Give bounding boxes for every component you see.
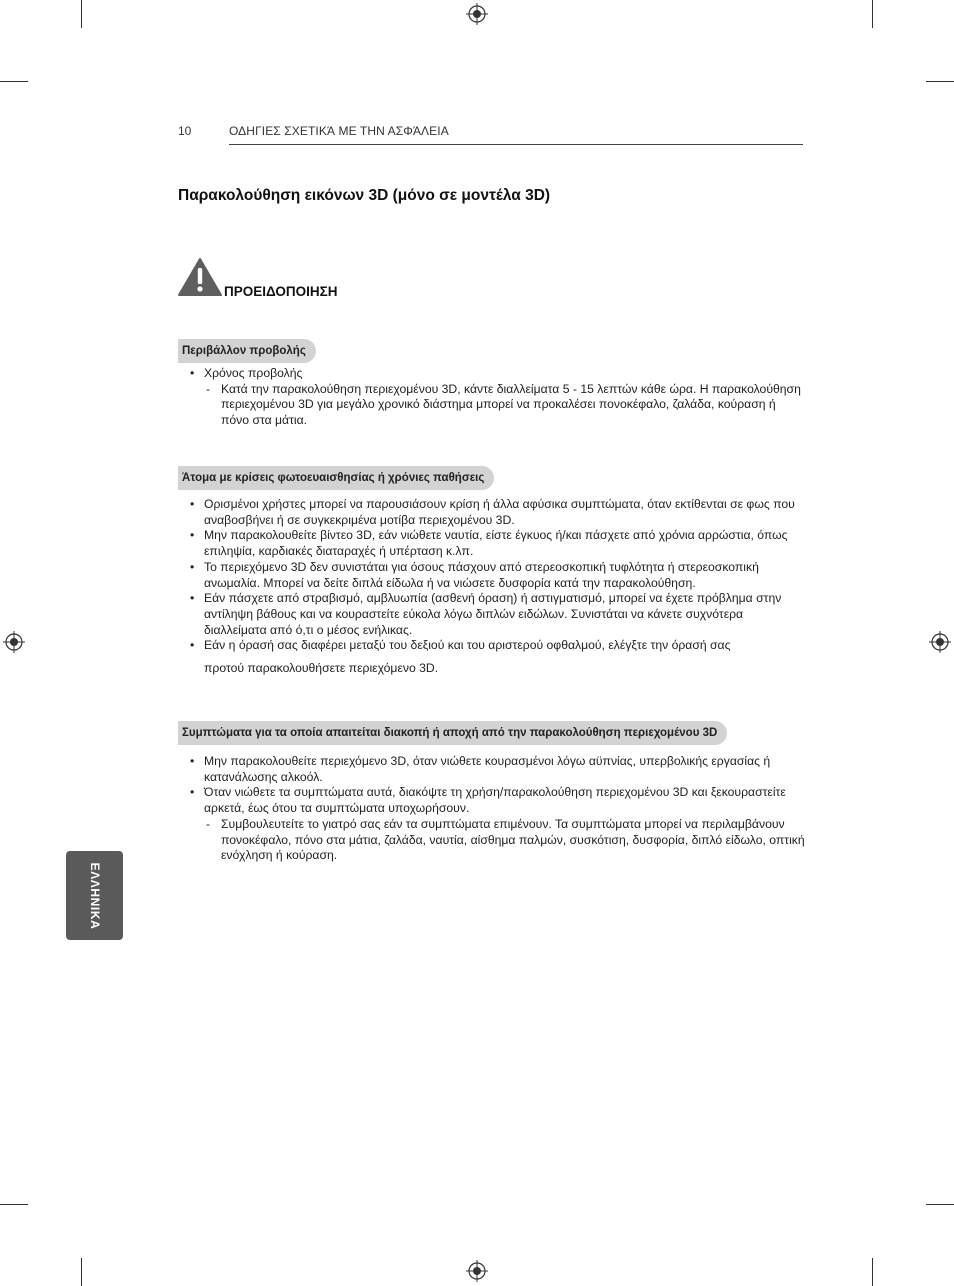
list-item: • Μην παρακολουθείτε βίντεο 3D, εάν νιώθετε ναυτία, είστε έγκυος ή/και πάσχετε από χρόνια αρρώστια, όπως επιληψία, καρδιακές διαταραχές ή υπέρταση κ.λπ. <box>190 528 805 559</box>
list-item: • Ορισμένοι χρήστες μπορεί να παρουσιάσουν κρίση ή άλλα αφύσικα συμπτώματα, όταν εκτίθενται σε φως που αναβοσβήνει ή σε συγκεκριμένα μοτίβα περιεχομένου 3D. <box>190 497 805 528</box>
list-item: • Το περιεχόμενο 3D δεν συνιστάται για όσους πάσχουν από στερεοσκοπική τυφλότητα ή στερεοσκοπική ανωμαλία. Μπορεί να δείτε διπλά είδωλα ή να νιώσετε δυσφορία κατά την παρακολούθηση. <box>190 560 805 591</box>
subsection-heading-viewing-environment: Περιβάλλον προβολής <box>178 339 316 363</box>
crop-mark <box>926 1204 954 1205</box>
bullet-text: Χρόνος προβολής <box>204 366 303 380</box>
sub-list-item: - Κατά την παρακολούθηση περιεχομένου 3D, κάντε διαλλείματα 5 - 15 λεπτών κάθε ώρα. Η παρακολούθηση περιεχομένου 3D για μεγάλο χρονικό διάστημα μπορεί να προκαλέσει πονοκέφαλο, ζαλάδα, κούραση ή πόνο στα μάτια. <box>204 382 805 429</box>
page-header <box>178 124 803 146</box>
language-tab-label: ΕΛΛΗΝΙΚΑ <box>87 862 102 929</box>
registration-mark-icon <box>466 3 488 25</box>
photosensitivity-content <box>190 497 805 677</box>
crop-mark <box>872 0 873 28</box>
subsection-heading-symptoms: Συμπτώματα για τα οποία απαιτείται διακοπή ή αποχή από την παρακολούθηση περιεχομένου 3D <box>178 721 727 745</box>
section-title: Παρακολούθηση εικόνων 3D (μόνο σε μοντέλα 3D) <box>178 187 551 204</box>
header-divider <box>229 144 803 145</box>
crop-mark <box>926 81 954 82</box>
symptoms-content <box>190 754 805 864</box>
list-item: • Μην παρακολουθείτε περιεχόμενο 3D, όταν νιώθετε κουρασμένοι λόγω αϋπνίας, υπερβολικής εργασίας ή κατανάλωσης αλκοόλ. <box>190 754 805 785</box>
warning-triangle-icon <box>178 257 222 297</box>
subsection-heading-photosensitivity: Άτομα με κρίσεις φωτοευαισθησίας ή χρόνιες παθήσεις <box>178 466 494 490</box>
language-tab <box>66 851 123 940</box>
sub-list-item: - Συμβουλευτείτε το γιατρό σας εάν τα συμπτώματα επιμένουν. Τα συμπτώματα μπορεί να περιλαμβάνουν πονοκέφαλο, πόνο στα μάτια, ζαλάδα, ναυτία, αίσθημα παλμών, συσκότιση, δυσφορία, διπλό είδωλο, οπτική ενόχληση ή κούραση. <box>204 817 805 864</box>
crop-mark <box>872 1258 873 1286</box>
header-title: ΟΔΗΓΙΕΣ ΣΧΕΤΙΚΆ ΜΕ ΤΗΝ ΑΣΦΆΛΕΙΑ <box>229 124 449 138</box>
trailing-line: προτού παρακολουθήσετε περιεχόμενο 3D. <box>204 661 439 676</box>
bullet-text: Όταν νιώθετε τα συμπτώματα αυτά, διακόψτε τη χρήση/παρακολούθηση περιεχομένου 3D και ξεκουραστείτε αρκετά, έως ότου τα συμπτώματα υποχωρήσουν. <box>204 785 786 816</box>
crop-mark <box>81 0 82 28</box>
crop-mark <box>0 81 28 82</box>
registration-mark-icon <box>3 631 25 653</box>
list-item: • Εάν πάσχετε από στραβισμό, αμβλυωπία (ασθενή όραση) ή αστιγματισμό, μπορεί να έχετε πρόβλημα στην αντίληψη βάθους και να κουραστείτε εύκολα λόγω διπλών ειδώλων. Συνιστάται να κάνετε συχνότερα διαλλείματα από ό,τι ο μέσος ενήλικας. <box>190 591 805 638</box>
crop-mark <box>0 1204 28 1205</box>
registration-mark-icon <box>929 631 951 653</box>
list-item <box>190 366 805 429</box>
list-item <box>190 785 805 864</box>
crop-mark <box>81 1258 82 1286</box>
list-item: • Εάν η όρασή σας διαφέρει μεταξύ του δεξιού και του αριστερού οφθαλμού, ελέγξτε την όρασή σας <box>190 638 805 654</box>
viewing-environment-content <box>190 366 805 429</box>
registration-mark-icon <box>466 1260 488 1282</box>
page-number: 10 <box>178 124 192 138</box>
warning-label: ΠΡΟΕΙΔΟΠΟΙΗΣΗ <box>224 284 338 299</box>
